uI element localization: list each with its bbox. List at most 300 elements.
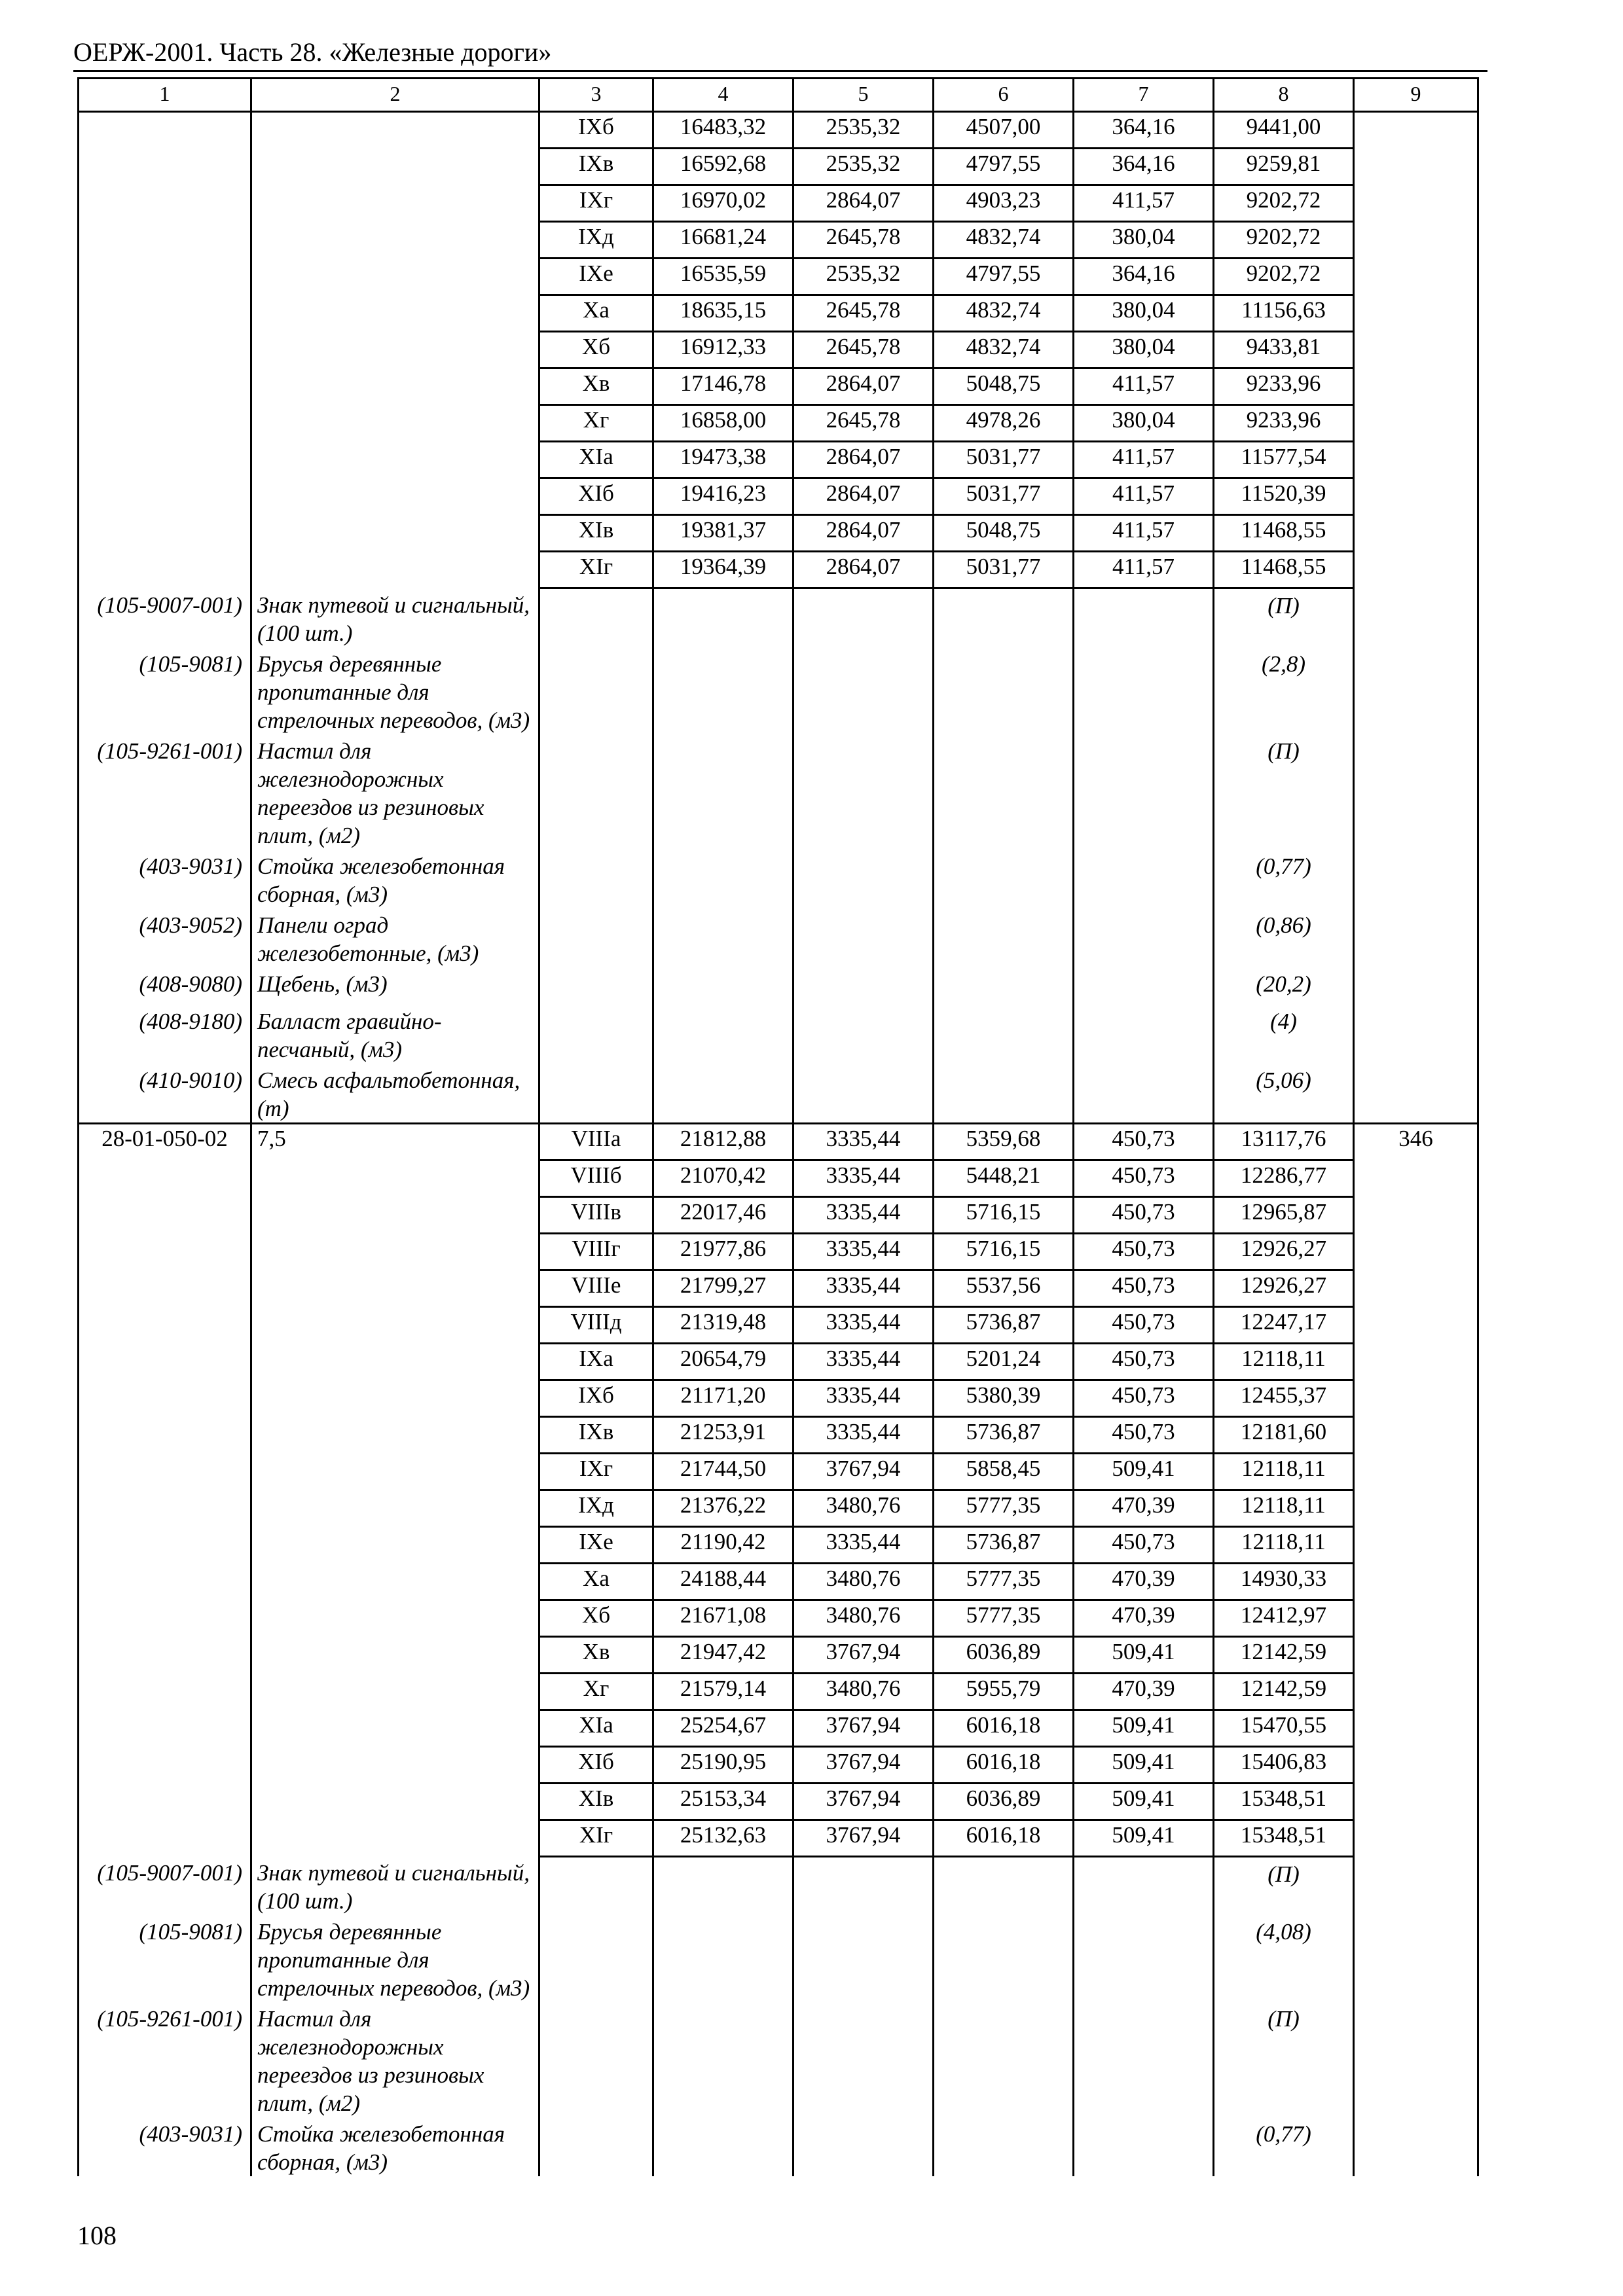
resource-row — [79, 967, 1478, 1005]
zone-cell: IXв — [539, 1416, 653, 1453]
value-cell: 17146,78 — [653, 368, 793, 405]
empty-cell — [793, 588, 934, 647]
value-cell: 3767,94 — [793, 1820, 934, 1856]
value-cell: 21977,86 — [653, 1233, 793, 1270]
empty-cell — [1074, 850, 1214, 908]
value-cell: 21070,42 — [653, 1160, 793, 1196]
value-cell: 6016,18 — [934, 1820, 1074, 1856]
value-cell: 380,04 — [1074, 295, 1214, 332]
resource-name: Щебень, (м3) — [251, 967, 539, 1005]
resource-name: Стойка железобетонная сборная, (м3) — [251, 2117, 539, 2176]
resource-value: (0,77) — [1214, 2117, 1354, 2176]
value-cell: 24188,44 — [653, 1563, 793, 1600]
table-row — [79, 112, 1478, 149]
empty-cell — [539, 1005, 653, 1064]
resource-code: (403-9031) — [79, 850, 251, 908]
resource-row — [79, 1915, 1478, 2002]
page-header: ОЕРЖ-2001. Часть 28. «Железные дороги» — [73, 37, 552, 67]
value-cell: 450,73 — [1074, 1160, 1214, 1196]
value-cell: 12286,77 — [1214, 1160, 1354, 1196]
resource-code: (408-9080) — [79, 967, 251, 1005]
value-cell: 470,39 — [1074, 1600, 1214, 1636]
value-cell: 16681,24 — [653, 222, 793, 259]
value-cell: 5031,77 — [934, 442, 1074, 478]
empty-cell — [653, 1005, 793, 1064]
value-cell: 3335,44 — [793, 1526, 934, 1563]
value-cell: 5359,68 — [934, 1123, 1074, 1160]
empty-cell — [539, 647, 653, 734]
resource-value: (0,86) — [1214, 908, 1354, 967]
zone-cell: XIг — [539, 552, 653, 588]
resource-value: (П) — [1214, 1856, 1354, 1915]
zone-cell: Xг — [539, 405, 653, 442]
resource-code: (408-9180) — [79, 1005, 251, 1064]
empty-cell — [1074, 1915, 1214, 2002]
value-cell: 4797,55 — [934, 149, 1074, 185]
resource-row — [79, 1005, 1478, 1064]
value-cell: 2864,07 — [793, 515, 934, 552]
value-cell: 4832,74 — [934, 332, 1074, 368]
resource-value: (П) — [1214, 734, 1354, 850]
value-cell: 3335,44 — [793, 1306, 934, 1343]
resource-row — [79, 647, 1478, 734]
value-cell: 16535,59 — [653, 259, 793, 295]
resource-code: (410-9010) — [79, 1064, 251, 1124]
value-cell: 15406,83 — [1214, 1746, 1354, 1783]
value-cell: 25132,63 — [653, 1820, 793, 1856]
value-cell: 15348,51 — [1214, 1820, 1354, 1856]
empty-cell — [793, 967, 934, 1005]
resource-code: (105-9081) — [79, 647, 251, 734]
value-cell: 19416,23 — [653, 478, 793, 515]
value-cell: 4903,23 — [934, 185, 1074, 222]
value-cell: 3480,76 — [793, 1673, 934, 1710]
value-cell: 2535,32 — [793, 112, 934, 149]
zone-cell: VIIIа — [539, 1123, 653, 1160]
value-cell: 9202,72 — [1214, 222, 1354, 259]
value-cell: 16970,02 — [653, 185, 793, 222]
zone-cell: IXб — [539, 112, 653, 149]
value-cell: 3335,44 — [793, 1343, 934, 1380]
value-cell: 16858,00 — [653, 405, 793, 442]
value-cell: 5031,77 — [934, 478, 1074, 515]
value-cell: 5048,75 — [934, 515, 1074, 552]
zone-cell: IXд — [539, 1490, 653, 1526]
value-cell: 5736,87 — [934, 1526, 1074, 1563]
resource-row — [79, 1064, 1478, 1124]
value-cell: 411,57 — [1074, 185, 1214, 222]
empty-cell — [653, 850, 793, 908]
resource-name: Знак путевой и сигнальный, (100 шт.) — [251, 1856, 539, 1915]
value-cell: 21799,27 — [653, 1270, 793, 1306]
empty-cell — [539, 588, 653, 647]
zone-cell: IXв — [539, 149, 653, 185]
value-cell: 22017,46 — [653, 1196, 793, 1233]
value-cell: 20654,79 — [653, 1343, 793, 1380]
value-cell: 509,41 — [1074, 1636, 1214, 1673]
value-cell: 509,41 — [1074, 1746, 1214, 1783]
empty-cell — [539, 734, 653, 850]
value-cell: 11468,55 — [1214, 515, 1354, 552]
value-cell: 5201,24 — [934, 1343, 1074, 1380]
measure-cell: 346 — [1354, 1123, 1478, 2176]
measure-cell — [1354, 112, 1478, 1124]
value-cell: 450,73 — [1074, 1416, 1214, 1453]
value-cell: 380,04 — [1074, 222, 1214, 259]
value-cell: 4832,74 — [934, 295, 1074, 332]
value-cell: 11577,54 — [1214, 442, 1354, 478]
resource-code: (105-9081) — [79, 1915, 251, 2002]
resource-code: (403-9052) — [79, 908, 251, 967]
value-cell: 509,41 — [1074, 1710, 1214, 1746]
empty-cell — [1074, 1856, 1214, 1915]
value-cell: 5736,87 — [934, 1306, 1074, 1343]
value-cell: 12142,59 — [1214, 1673, 1354, 1710]
value-cell: 364,16 — [1074, 259, 1214, 295]
column-number-header — [79, 79, 1478, 112]
empty-cell — [793, 850, 934, 908]
value-cell: 12118,11 — [1214, 1526, 1354, 1563]
value-cell: 470,39 — [1074, 1563, 1214, 1600]
resource-name: Брусья деревянные пропитанные для стрелочных переводов, (м3) — [251, 1915, 539, 2002]
value-cell: 3335,44 — [793, 1196, 934, 1233]
value-cell: 9441,00 — [1214, 112, 1354, 149]
value-cell: 2535,32 — [793, 149, 934, 185]
value-cell: 9202,72 — [1214, 259, 1354, 295]
value-cell: 4978,26 — [934, 405, 1074, 442]
column-header: 4 — [653, 79, 793, 112]
empty-cell — [793, 734, 934, 850]
zone-cell: Xв — [539, 1636, 653, 1673]
zone-cell: XIб — [539, 1746, 653, 1783]
value-cell: 9259,81 — [1214, 149, 1354, 185]
value-cell: 19364,39 — [653, 552, 793, 588]
value-cell: 380,04 — [1074, 332, 1214, 368]
empty-cell — [934, 1915, 1074, 2002]
value-cell: 5777,35 — [934, 1563, 1074, 1600]
value-cell: 15348,51 — [1214, 1783, 1354, 1820]
zone-cell: XIа — [539, 442, 653, 478]
resource-name: Брусья деревянные пропитанные для стрелочных переводов, (м3) — [251, 647, 539, 734]
zone-cell: IXе — [539, 1526, 653, 1563]
resource-row — [79, 1856, 1478, 1915]
zone-cell: XIа — [539, 1710, 653, 1746]
value-cell: 12455,37 — [1214, 1380, 1354, 1416]
page-number: 108 — [77, 2221, 117, 2250]
value-cell: 9202,72 — [1214, 185, 1354, 222]
value-cell: 19473,38 — [653, 442, 793, 478]
resource-row — [79, 734, 1478, 850]
column-header: 8 — [1214, 79, 1354, 112]
value-cell: 12181,60 — [1214, 1416, 1354, 1453]
column-header: 3 — [539, 79, 653, 112]
zone-cell: XIг — [539, 1820, 653, 1856]
resource-code: (403-9031) — [79, 2117, 251, 2176]
value-cell: 18635,15 — [653, 295, 793, 332]
value-cell: 3480,76 — [793, 1490, 934, 1526]
empty-cell — [934, 588, 1074, 647]
value-cell: 3480,76 — [793, 1563, 934, 1600]
zone-cell: Xа — [539, 1563, 653, 1600]
value-cell: 450,73 — [1074, 1123, 1214, 1160]
value-cell: 12118,11 — [1214, 1453, 1354, 1490]
resource-name: Настил для железнодорожных переездов из резиновых плит, (м2) — [251, 734, 539, 850]
value-cell: 450,73 — [1074, 1196, 1214, 1233]
column-header: 1 — [79, 79, 251, 112]
value-cell: 21190,42 — [653, 1526, 793, 1563]
value-cell: 5537,56 — [934, 1270, 1074, 1306]
value-cell: 2645,78 — [793, 222, 934, 259]
value-cell: 12926,27 — [1214, 1270, 1354, 1306]
value-cell: 5448,21 — [934, 1160, 1074, 1196]
empty-cell — [793, 2117, 934, 2176]
value-cell: 380,04 — [1074, 405, 1214, 442]
value-cell: 5716,15 — [934, 1196, 1074, 1233]
value-cell: 470,39 — [1074, 1490, 1214, 1526]
resource-row — [79, 588, 1478, 647]
resource-row — [79, 2117, 1478, 2176]
value-cell: 2864,07 — [793, 478, 934, 515]
rate-code-cell: 28-01-050-02 — [79, 1123, 251, 1856]
rate-code-cell — [79, 112, 251, 588]
empty-cell — [653, 2117, 793, 2176]
value-cell: 3767,94 — [793, 1783, 934, 1820]
table-row — [79, 1123, 1478, 1160]
empty-cell — [793, 908, 934, 967]
value-cell: 3335,44 — [793, 1270, 934, 1306]
empty-cell — [539, 1856, 653, 1915]
empty-cell — [934, 1005, 1074, 1064]
value-cell: 411,57 — [1074, 368, 1214, 405]
zone-cell: VIIIг — [539, 1233, 653, 1270]
value-cell: 4832,74 — [934, 222, 1074, 259]
resource-value: (4) — [1214, 1005, 1354, 1064]
value-cell: 9233,96 — [1214, 368, 1354, 405]
resource-code: (105-9261-001) — [79, 734, 251, 850]
resource-name: Панели оград железобетонные, (м3) — [251, 908, 539, 967]
value-cell: 2645,78 — [793, 332, 934, 368]
value-cell: 3335,44 — [793, 1380, 934, 1416]
empty-cell — [934, 2002, 1074, 2117]
empty-cell — [793, 1064, 934, 1124]
value-cell: 3767,94 — [793, 1746, 934, 1783]
value-cell: 5736,87 — [934, 1416, 1074, 1453]
value-cell: 2535,32 — [793, 259, 934, 295]
value-cell: 450,73 — [1074, 1343, 1214, 1380]
column-header: 2 — [251, 79, 539, 112]
zone-cell: VIIIе — [539, 1270, 653, 1306]
resource-value: (4,08) — [1214, 1915, 1354, 2002]
value-cell: 11520,39 — [1214, 478, 1354, 515]
value-cell: 2864,07 — [793, 552, 934, 588]
value-cell: 2645,78 — [793, 405, 934, 442]
value-cell: 509,41 — [1074, 1453, 1214, 1490]
value-cell: 450,73 — [1074, 1380, 1214, 1416]
value-cell: 509,41 — [1074, 1783, 1214, 1820]
value-cell: 411,57 — [1074, 442, 1214, 478]
empty-cell — [934, 647, 1074, 734]
resource-value: (5,06) — [1214, 1064, 1354, 1124]
value-cell: 470,39 — [1074, 1673, 1214, 1710]
value-cell: 12412,97 — [1214, 1600, 1354, 1636]
zone-cell: IXб — [539, 1380, 653, 1416]
empty-cell — [653, 1915, 793, 2002]
empty-cell — [653, 2002, 793, 2117]
value-cell: 25153,34 — [653, 1783, 793, 1820]
value-cell: 21253,91 — [653, 1416, 793, 1453]
zone-cell: Xа — [539, 295, 653, 332]
resource-row — [79, 2002, 1478, 2117]
rate-name-cell: 7,5 — [251, 1123, 539, 1856]
resource-value: (2,8) — [1214, 647, 1354, 734]
value-cell: 21171,20 — [653, 1380, 793, 1416]
empty-cell — [793, 1856, 934, 1915]
zone-cell: VIIIв — [539, 1196, 653, 1233]
zone-cell: XIв — [539, 1783, 653, 1820]
resource-value: (20,2) — [1214, 967, 1354, 1005]
value-cell: 364,16 — [1074, 112, 1214, 149]
value-cell: 3480,76 — [793, 1600, 934, 1636]
value-cell: 12142,59 — [1214, 1636, 1354, 1673]
empty-cell — [539, 2117, 653, 2176]
resource-code: (105-9261-001) — [79, 2002, 251, 2117]
value-cell: 21744,50 — [653, 1453, 793, 1490]
empty-cell — [653, 1064, 793, 1124]
rate-name-cell — [251, 112, 539, 588]
value-cell: 450,73 — [1074, 1270, 1214, 1306]
zone-cell: XIв — [539, 515, 653, 552]
value-cell: 13117,76 — [1214, 1123, 1354, 1160]
value-cell: 5031,77 — [934, 552, 1074, 588]
zone-cell: XIб — [539, 478, 653, 515]
empty-cell — [1074, 1064, 1214, 1124]
zone-cell: VIIIб — [539, 1160, 653, 1196]
empty-cell — [934, 967, 1074, 1005]
value-cell: 411,57 — [1074, 478, 1214, 515]
empty-cell — [793, 2002, 934, 2117]
value-cell: 11156,63 — [1214, 295, 1354, 332]
value-cell: 3767,94 — [793, 1710, 934, 1746]
zone-cell: IXг — [539, 185, 653, 222]
empty-cell — [1074, 967, 1214, 1005]
column-header: 6 — [934, 79, 1074, 112]
empty-cell — [1074, 908, 1214, 967]
value-cell: 9233,96 — [1214, 405, 1354, 442]
value-cell: 6036,89 — [934, 1636, 1074, 1673]
value-cell: 2864,07 — [793, 442, 934, 478]
value-cell: 2864,07 — [793, 185, 934, 222]
empty-cell — [539, 2002, 653, 2117]
resource-name: Знак путевой и сигнальный, (100 шт.) — [251, 588, 539, 647]
value-cell: 3335,44 — [793, 1160, 934, 1196]
value-cell: 21376,22 — [653, 1490, 793, 1526]
zone-cell: Xб — [539, 332, 653, 368]
empty-cell — [793, 647, 934, 734]
resource-value: (0,77) — [1214, 850, 1354, 908]
empty-cell — [539, 850, 653, 908]
value-cell: 11468,55 — [1214, 552, 1354, 588]
value-cell: 3767,94 — [793, 1636, 934, 1673]
empty-cell — [793, 1005, 934, 1064]
column-header: 5 — [793, 79, 934, 112]
value-cell: 12118,11 — [1214, 1343, 1354, 1380]
empty-cell — [653, 967, 793, 1005]
resource-name: Смесь асфальтобетонная, (т) — [251, 1064, 539, 1124]
value-cell: 21319,48 — [653, 1306, 793, 1343]
value-cell: 3767,94 — [793, 1453, 934, 1490]
value-cell: 25254,67 — [653, 1710, 793, 1746]
value-cell: 5716,15 — [934, 1233, 1074, 1270]
value-cell: 14930,33 — [1214, 1563, 1354, 1600]
value-cell: 4797,55 — [934, 259, 1074, 295]
column-header: 7 — [1074, 79, 1214, 112]
zone-cell: IXе — [539, 259, 653, 295]
empty-cell — [934, 734, 1074, 850]
zone-cell: Xб — [539, 1600, 653, 1636]
value-cell: 25190,95 — [653, 1746, 793, 1783]
rates-table-body — [79, 79, 1478, 2177]
empty-cell — [1074, 2002, 1214, 2117]
value-cell: 16592,68 — [653, 149, 793, 185]
resource-code: (105-9007-001) — [79, 1856, 251, 1915]
value-cell: 509,41 — [1074, 1820, 1214, 1856]
value-cell: 5955,79 — [934, 1673, 1074, 1710]
resource-row — [79, 850, 1478, 908]
value-cell: 2864,07 — [793, 368, 934, 405]
zone-cell: Xв — [539, 368, 653, 405]
value-cell: 21812,88 — [653, 1123, 793, 1160]
value-cell: 6036,89 — [934, 1783, 1074, 1820]
resource-name: Балласт гравийно-песчаный, (м3) — [251, 1005, 539, 1064]
value-cell: 21579,14 — [653, 1673, 793, 1710]
empty-cell — [1074, 588, 1214, 647]
value-cell: 16483,32 — [653, 112, 793, 149]
empty-cell — [653, 734, 793, 850]
zone-cell: VIIIд — [539, 1306, 653, 1343]
empty-cell — [653, 647, 793, 734]
value-cell: 19381,37 — [653, 515, 793, 552]
value-cell: 5777,35 — [934, 1490, 1074, 1526]
value-cell: 411,57 — [1074, 552, 1214, 588]
resource-name: Настил для железнодорожных переездов из резиновых плит, (м2) — [251, 2002, 539, 2117]
zone-cell: IXд — [539, 222, 653, 259]
value-cell: 6016,18 — [934, 1710, 1074, 1746]
value-cell: 15470,55 — [1214, 1710, 1354, 1746]
zone-cell: IXг — [539, 1453, 653, 1490]
column-header: 9 — [1354, 79, 1478, 112]
value-cell: 3335,44 — [793, 1123, 934, 1160]
empty-cell — [653, 908, 793, 967]
empty-cell — [934, 850, 1074, 908]
value-cell: 4507,00 — [934, 112, 1074, 149]
value-cell: 3335,44 — [793, 1233, 934, 1270]
value-cell: 16912,33 — [653, 332, 793, 368]
empty-cell — [1074, 734, 1214, 850]
resource-value: (П) — [1214, 588, 1354, 647]
empty-cell — [1074, 2117, 1214, 2176]
value-cell: 450,73 — [1074, 1233, 1214, 1270]
empty-cell — [934, 1856, 1074, 1915]
empty-cell — [539, 908, 653, 967]
empty-cell — [1074, 647, 1214, 734]
value-cell: 12965,87 — [1214, 1196, 1354, 1233]
empty-cell — [653, 1856, 793, 1915]
empty-cell — [793, 1915, 934, 2002]
header-rule — [73, 70, 1487, 72]
value-cell: 5858,45 — [934, 1453, 1074, 1490]
empty-cell — [653, 588, 793, 647]
resource-row — [79, 908, 1478, 967]
